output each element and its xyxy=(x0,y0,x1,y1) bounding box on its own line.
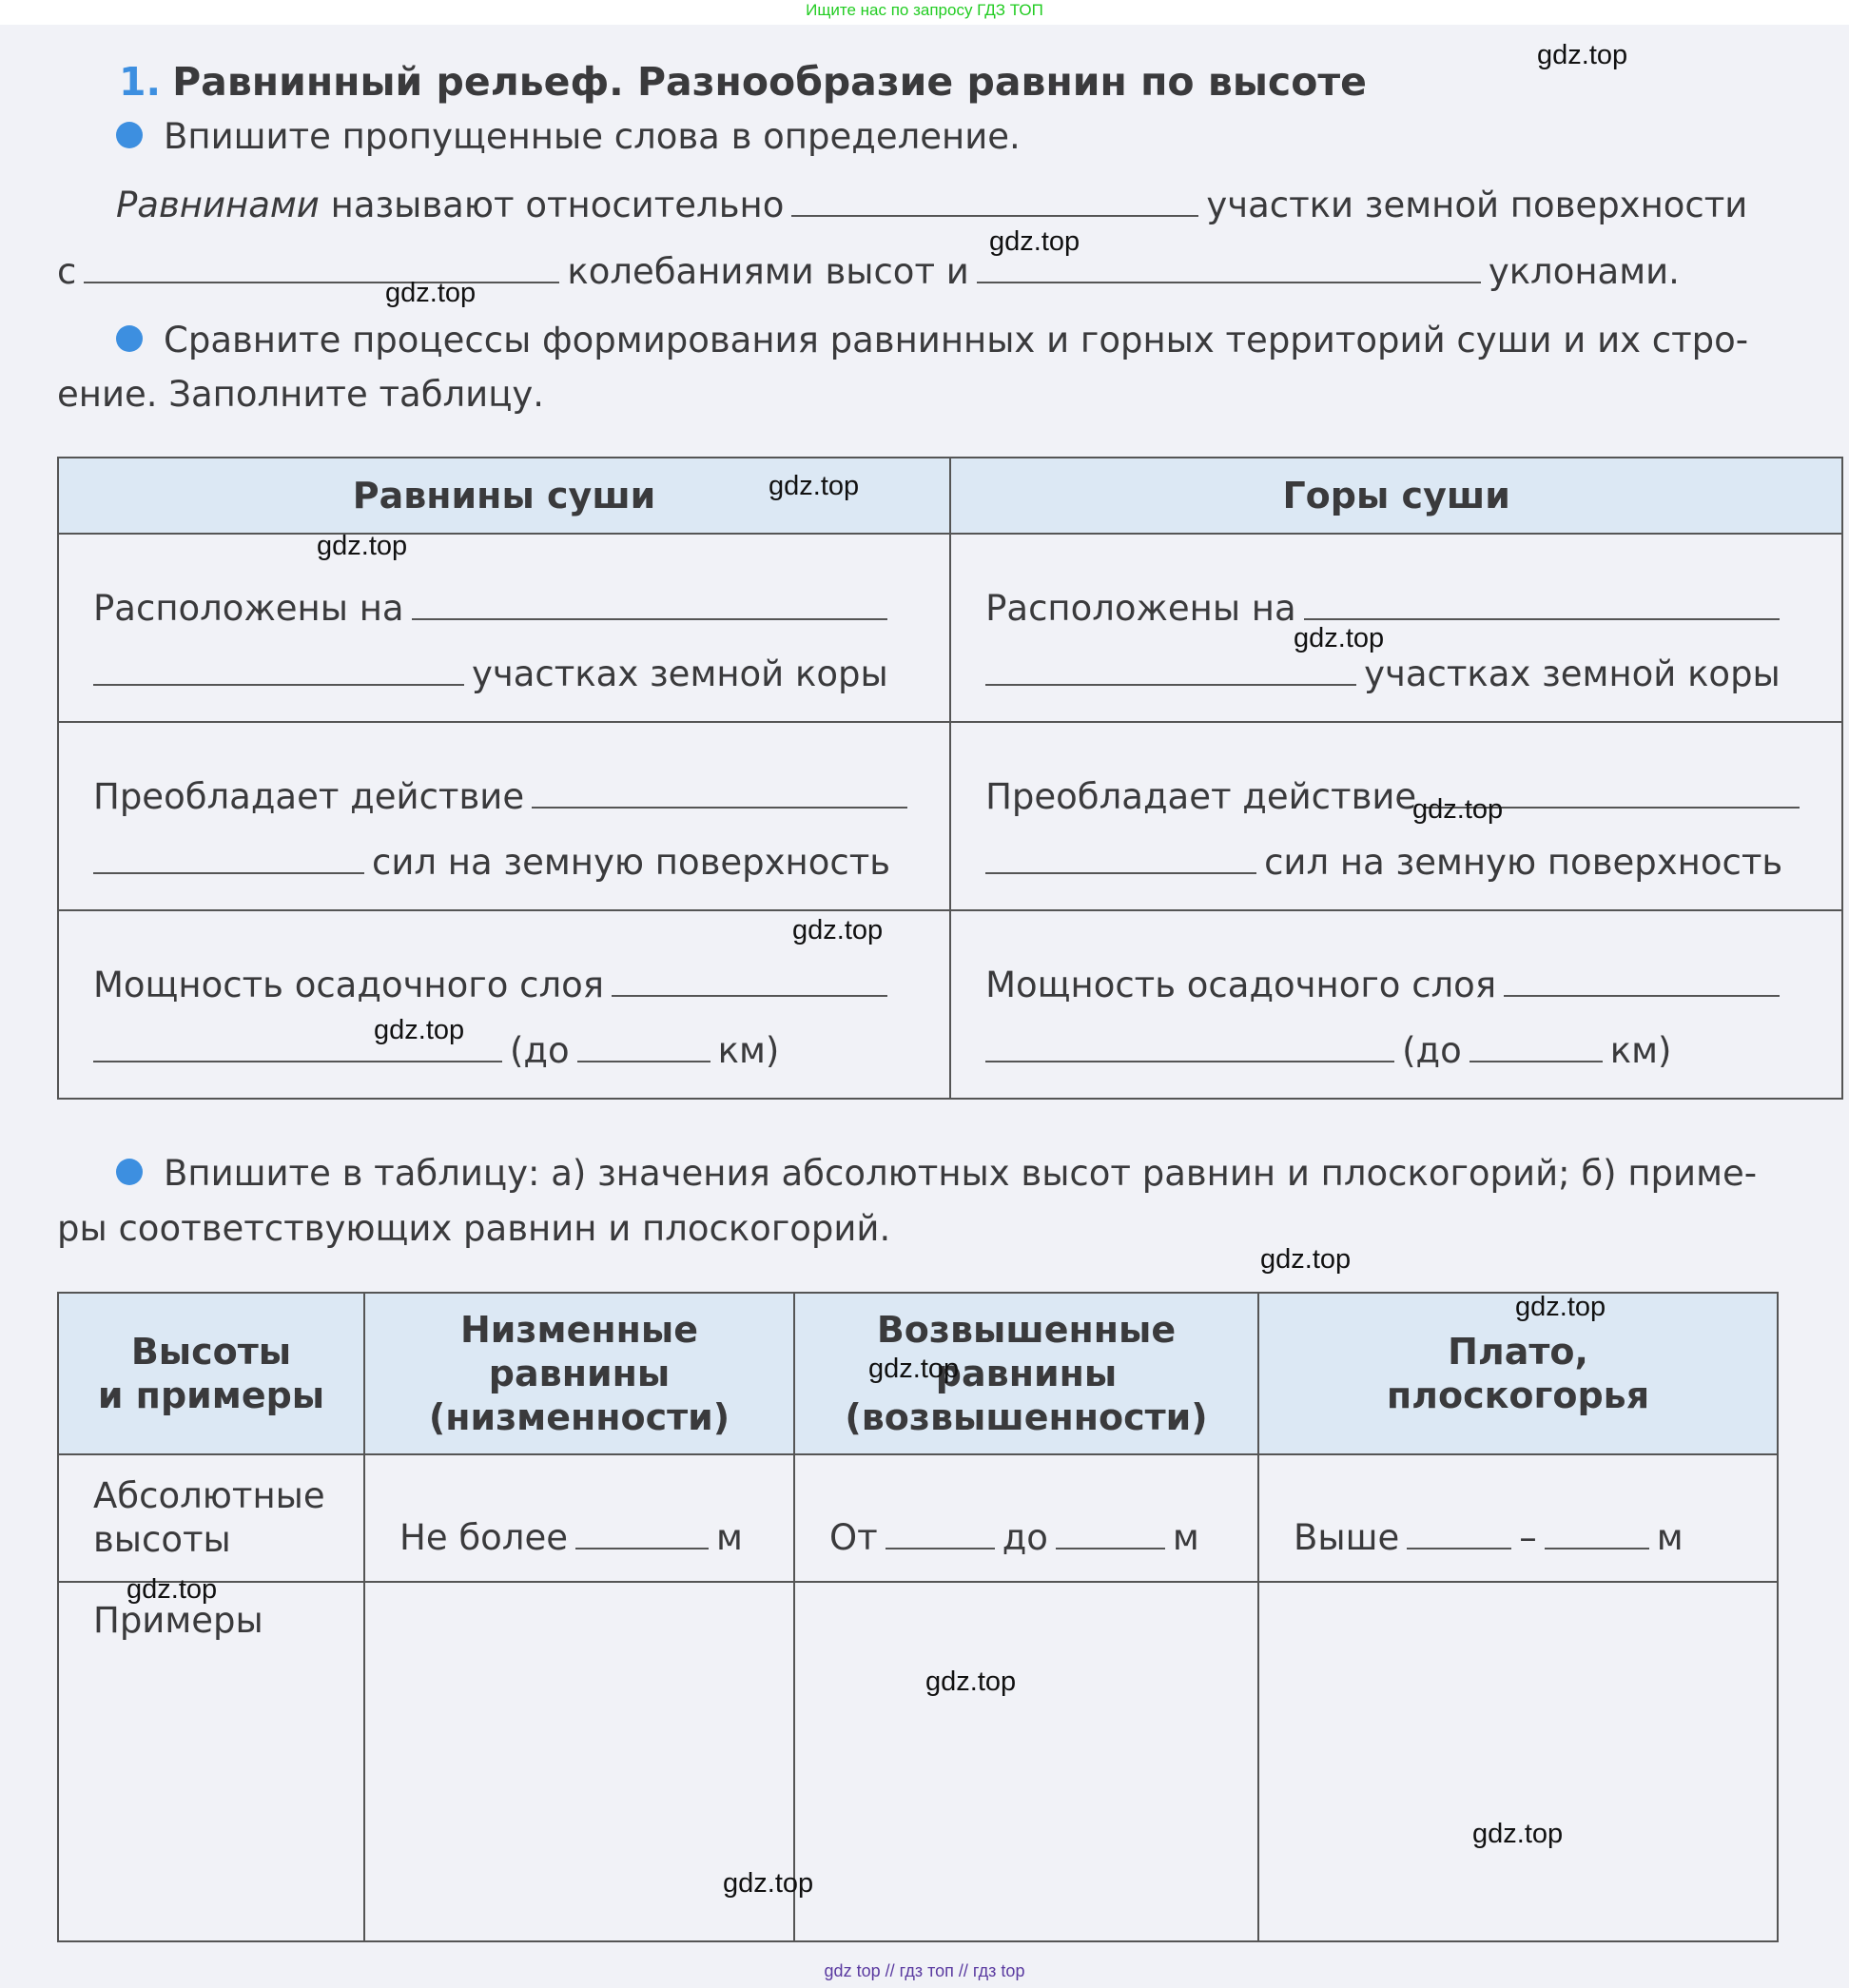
definition-line-1 xyxy=(116,185,1747,225)
text: Мощность осадочного слоя xyxy=(985,965,1497,1005)
table-row-examples xyxy=(58,1582,1778,1941)
text: Преобладает действие xyxy=(93,776,525,817)
top-banner: Ищите нас по запросу ГДЗ ТОП xyxy=(0,0,1849,25)
watermark: gdz.top xyxy=(374,1015,465,1045)
text: – xyxy=(1519,1516,1537,1558)
text: (возвышенности) xyxy=(845,1396,1208,1438)
text: участках земной коры xyxy=(1364,653,1781,694)
row-label xyxy=(58,1454,364,1582)
text: называют относительно xyxy=(330,185,785,225)
cell-examples-uplands[interactable] xyxy=(794,1582,1258,1941)
text: Плато, xyxy=(1448,1331,1588,1373)
header-uplands xyxy=(794,1293,1258,1454)
text: (низменности) xyxy=(428,1396,730,1438)
task2-instruction xyxy=(116,320,1748,361)
watermark: gdz.top xyxy=(1515,1292,1606,1322)
definition-line-2 xyxy=(57,251,1680,292)
text: Не более xyxy=(399,1516,568,1558)
text: Возвышенные xyxy=(876,1309,1177,1351)
table-row xyxy=(58,910,1842,1099)
footer: gdz top // гдз топ // гдз top xyxy=(824,1961,1025,1980)
table-row-absolute-heights xyxy=(58,1454,1778,1582)
watermark: gdz.top xyxy=(317,531,408,561)
header-plains: Равнины суши xyxy=(58,458,950,534)
cell-plateaus xyxy=(1258,1454,1778,1582)
task1-instruction xyxy=(116,116,1021,157)
cell-examples-plateaus[interactable] xyxy=(1258,1582,1778,1941)
watermark: gdz.top xyxy=(1537,40,1628,70)
text: Низменные xyxy=(460,1309,698,1351)
text: Расположены на xyxy=(985,588,1296,629)
text: м xyxy=(715,1516,743,1558)
watermark: gdz.top xyxy=(989,226,1080,257)
text: Высоты xyxy=(130,1331,292,1373)
blank-field[interactable] xyxy=(985,683,1356,686)
task3-instruction xyxy=(116,1153,1757,1194)
text: и примеры xyxy=(97,1374,325,1416)
blank-field[interactable] xyxy=(577,1060,710,1062)
text: до xyxy=(1002,1516,1048,1558)
text: с xyxy=(57,251,77,292)
watermark: gdz.top xyxy=(925,1666,1017,1697)
blank-field[interactable] xyxy=(985,871,1256,874)
text: участки земной поверхности xyxy=(1206,185,1748,225)
blank-field[interactable] xyxy=(93,871,364,874)
text: (до xyxy=(510,1030,570,1071)
cell xyxy=(950,910,1842,1099)
text: уклонами. xyxy=(1488,251,1680,292)
blank-field[interactable] xyxy=(93,1060,502,1062)
instruction-text: Впишите пропущенные слова в определение. xyxy=(164,116,1021,157)
blank-field[interactable] xyxy=(93,683,464,686)
watermark: gdz.top xyxy=(127,1574,218,1605)
text: Выше xyxy=(1294,1516,1400,1558)
blank-field[interactable] xyxy=(1304,617,1780,620)
term: Равнинами xyxy=(116,185,320,225)
blank-field[interactable] xyxy=(532,806,907,809)
text: колебаниями высот и xyxy=(567,251,969,292)
blank-field[interactable] xyxy=(977,281,1481,283)
blank-field[interactable] xyxy=(1469,1060,1603,1062)
watermark: gdz.top xyxy=(1412,794,1504,825)
text: Расположены на xyxy=(93,588,404,629)
text: сил на земную поверхность xyxy=(372,842,891,883)
blank-field[interactable] xyxy=(412,617,887,620)
blank-field[interactable] xyxy=(985,1060,1394,1062)
text: равнины xyxy=(488,1353,671,1394)
task3-instruction-cont: ры соответствующих равнин и плоскогорий. xyxy=(57,1208,891,1249)
watermark: gdz.top xyxy=(868,1354,960,1384)
text: высоты xyxy=(93,1519,231,1560)
instruction-text: Сравните процессы формирования равнинных и горных территорий суши и их стро- xyxy=(164,320,1749,361)
watermark: gdz.top xyxy=(723,1868,814,1899)
text: участках земной коры xyxy=(472,653,888,694)
page-title xyxy=(119,59,1367,105)
watermark: gdz.top xyxy=(385,278,477,308)
task-number: 1. xyxy=(119,59,162,105)
text: сил на земную поверхность xyxy=(1264,842,1783,883)
text: Мощность осадочного слоя xyxy=(93,965,604,1005)
cell-lowlands xyxy=(364,1454,794,1582)
blank-field[interactable] xyxy=(1056,1547,1165,1549)
text: м xyxy=(1656,1516,1684,1558)
watermark: gdz.top xyxy=(1472,1819,1564,1849)
header-lowlands xyxy=(364,1293,794,1454)
title-text: Равнинный рельеф. Разнообразие равнин по высоте xyxy=(172,59,1367,105)
text: От xyxy=(829,1516,878,1558)
watermark: gdz.top xyxy=(769,471,860,501)
instruction-text: Впишите в таблицу: а) значения абсолютных высот равнин и плоскогорий; б) приме- xyxy=(164,1153,1758,1194)
blank-field[interactable] xyxy=(1504,994,1780,997)
blank-field[interactable] xyxy=(791,214,1198,217)
blank-field[interactable] xyxy=(612,994,887,997)
text: км) xyxy=(717,1030,780,1071)
cell-uplands xyxy=(794,1454,1258,1582)
text: (до xyxy=(1402,1030,1462,1071)
text: Преобладает действие xyxy=(985,776,1417,817)
text: Абсолютные xyxy=(93,1475,325,1516)
cell xyxy=(950,534,1842,722)
watermark: gdz.top xyxy=(792,915,884,945)
header-mountains: Горы суши xyxy=(950,458,1842,534)
text: равнины xyxy=(935,1353,1118,1394)
blank-field[interactable] xyxy=(575,1547,709,1549)
watermark: gdz.top xyxy=(1294,623,1385,653)
task2-instruction-cont: ение. Заполните таблицу. xyxy=(57,374,545,415)
blank-field[interactable] xyxy=(84,281,559,283)
cell xyxy=(950,722,1842,910)
bullet-icon xyxy=(116,122,143,148)
header-heights xyxy=(58,1293,364,1454)
blank-field[interactable] xyxy=(1545,1547,1649,1549)
bullet-icon xyxy=(116,325,143,352)
cell xyxy=(58,722,950,910)
cell xyxy=(58,534,950,722)
blank-field[interactable] xyxy=(1407,1547,1511,1549)
row-label: Примеры xyxy=(58,1582,364,1941)
blank-field[interactable] xyxy=(886,1547,995,1549)
text: м xyxy=(1172,1516,1199,1558)
text: плоскогорья xyxy=(1386,1374,1650,1416)
text: км) xyxy=(1609,1030,1672,1071)
watermark: gdz.top xyxy=(1260,1244,1352,1275)
table-row xyxy=(58,722,1842,910)
bullet-icon xyxy=(116,1159,143,1185)
